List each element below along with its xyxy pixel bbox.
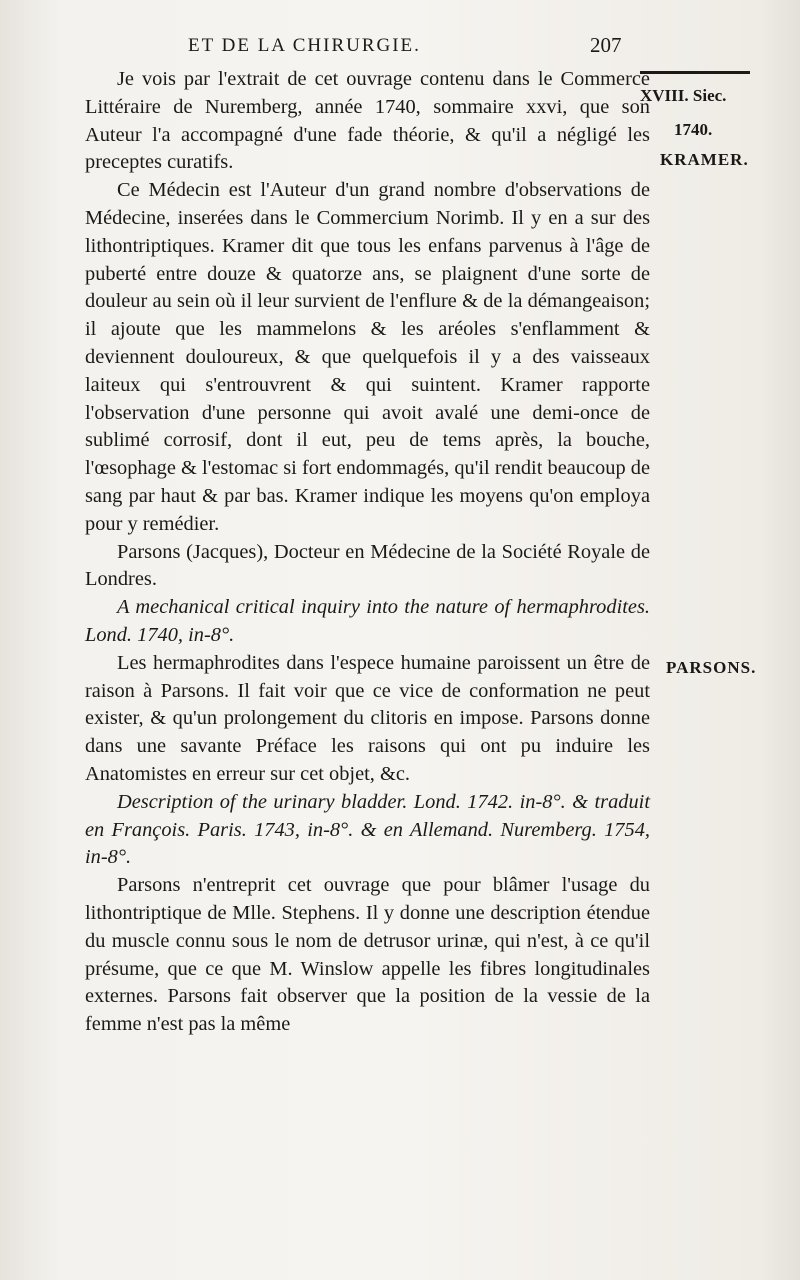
page-header (0, 33, 800, 63)
paragraph-bladder: Parsons n'entreprit cet ouvrage que pour blâmer l'usage du lithontriptique de Mlle. Stephens. Il y donne une description étendue du muscle connu sous le nom de detrusor urinæ, qui n'est, à ce qu'il présume, que ce que M. Winslow appelle les fibres longitudinales externes. Parsons fait observer que la position de la vessie de la femme n'est pas la même (85, 874, 650, 1036)
paragraph-extract: Je vois par l'extrait de cet ouvrage contenu dans le Commerce Littéraire de Nuremberg, année 1740, sommaire xxvi, que son Auteur l'a accompagné d'une fade théorie, & qu'il a négligé les preceptes curatifs. (85, 68, 650, 174)
running-head: ET DE LA CHIRURGIE. (188, 35, 421, 56)
paragraph-parsons-entry: Parsons (Jacques), Docteur en Médecine de la Société Royale de Londres. (85, 540, 650, 591)
paragraph-bladder-title: Description of the urinary bladder. Lond. 1742. in-8°. & traduit en François. Paris. 1743, in-8°. & en Allemand. Nuremberg. 1754, in-8°. (85, 790, 650, 869)
paragraph-kramer-observations: Ce Médecin est l'Auteur d'un grand nombre d'observations de Médecine, inserées dans le Commercium Norimb. Il y en a sur des lithontriptiques. Kramer dit que tous les enfans parvenus à l'âge de puberté entre douze & quatorze ans, se plaignent d'une sorte de douleur au sein où il leur survient de l'enflure & de la démangeaison; il ajoute que les mammelons & les aréoles s'enflamment & deviennent douloureux, & que quelquefois il y a des vaisseaux laiteux qui s'entrouvrent & qui suintent. Kramer rapporte l'observation d'une personne qui avoit avalé une demi-once de sublimé corrosif, dont il eut, peu de tems après, la bouche, l'œsophage & l'estomac si fort endommagés, qu'il rendit beaucoup de sang par haut & par bas. Kramer indique les moyens qu'on employa pour y remédier. (85, 179, 650, 535)
page-number: 207 (590, 33, 622, 57)
paragraph-hermaphrodites: Les hermaphrodites dans l'espece humaine paroissent un être de raison à Parsons. Il fait voir que ce vice de conformation ne peut exister, & qu'un prolongement du clitoris en impose. Parsons donne dans une savante Préface les raisons qui ont pu induire les Anatomistes en erreur sur cet objet, &c. (85, 651, 650, 785)
margin-note-parsons: PARSONS. (666, 658, 757, 677)
margin-note-century: XVIII. Siec. (640, 86, 727, 105)
header-rule (640, 71, 750, 74)
paragraph-hermaphrodites-title: A mechanical critical inquiry into the nature of hermaphrodites. Lond. 1740, in-8°. (85, 596, 650, 646)
body-text (85, 66, 650, 1039)
margin-note-year: 1740. (674, 120, 713, 139)
margin-note-kramer: KRAMER. (660, 150, 749, 169)
